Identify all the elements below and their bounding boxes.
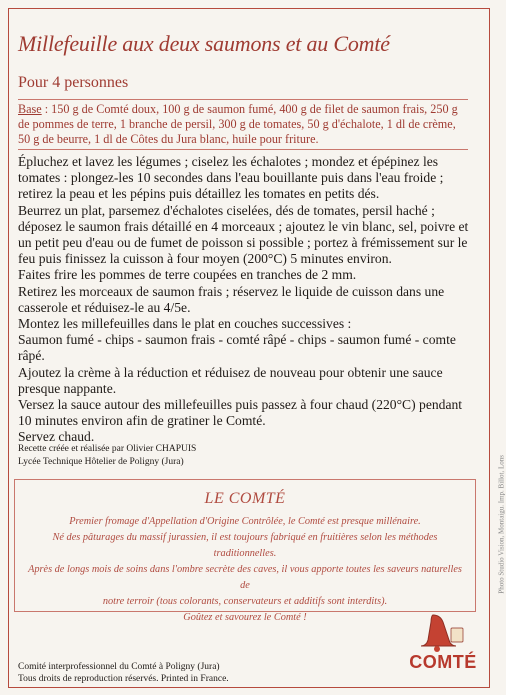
step: Servez chaud. xyxy=(18,429,95,445)
instructions xyxy=(18,154,476,446)
recipe-title: Millefeuille aux deux saumons et au Comté xyxy=(18,31,390,56)
footer-line: Comité interprofessionnel du Comté à Poligny (Jura) xyxy=(18,662,220,672)
step: Montez les millefeuilles dans le plat en couches successives : xyxy=(18,316,352,332)
credit-line: Recette créée et réalisée par Olivier CHAPUIS xyxy=(18,444,197,454)
step: Versez la sauce autour des millefeuilles puis passez à four chaud (220°C) pendant 10 minutes environ afin de gratiner le Comté. xyxy=(18,397,463,429)
credit-line: Lycée Technique Hôtelier de Poligny (Jura) xyxy=(18,457,184,467)
photo-credit-vertical: Photo Studio Vision, Montaigu. Imp. Billot, Lons xyxy=(498,455,506,594)
comte-box-line: Après de longs mois de soins dans l'ombre secrète des caves, il vous apporte toutes les saveurs naturelles de xyxy=(28,564,462,591)
footer-line: Tous droits de reproduction réservés. Printed in France. xyxy=(18,674,229,684)
recipe-credit xyxy=(18,443,196,469)
ingredients-label: Base xyxy=(18,102,42,116)
step: Faites frire les pommes de terre coupées en tranches de 2 mm. xyxy=(18,267,357,283)
bell-icon xyxy=(413,610,473,655)
step: Épluchez et lavez les légumes ; ciselez les échalotes ; mondez et épépinez les tomates : plongez-les 10 secondes dans l'eau bouillante puis dans l'eau froide ; retirez la peau et les pépins puis détaillez les tomates en petits dés. xyxy=(18,154,444,202)
footer xyxy=(18,661,229,685)
comte-logo xyxy=(403,610,483,680)
comte-box-line: Premier fromage d'Appellation d'Origine Contrôlée, le Comté est presque millénaire. xyxy=(69,516,421,527)
comte-box-line: Né des pâturages du massif jurassien, il est toujours fabriqué en fruitières selon les méthodes traditionnelles. xyxy=(52,532,438,559)
step: Ajoutez la crème à la réduction et réduisez de nouveau pour obtenir une sauce presque nappante. xyxy=(18,364,443,396)
comte-box-title: LE COMTÉ xyxy=(204,490,286,507)
comte-box-line: notre terroir (tous colorants, conservateurs et additifs sont interdits). xyxy=(102,596,388,607)
step: Saumon fumé - chips - saumon frais - comté râpé - chips - saumon fumé - comte râpé. xyxy=(18,332,456,364)
comte-info-box xyxy=(14,479,476,623)
servings: Pour 4 personnes xyxy=(18,74,129,91)
ingredients-text: : 150 g de Comté doux, 100 g de saumon fumé, 400 g de filet de saumon frais, 250 g de pommes de terre, 1 branche de persil, 300 g de tomates, 50 g d'échalote, 1 dl de crème, 50 g de beurre, 1 dl de Côtes du Jura blanc, huile pour friture. xyxy=(18,102,458,146)
step: Beurrez un plat, parsemez d'échalotes ciselées, dés de tomates, persil haché ; déposez le saumon frais détaillé en 4 morceaux ; ajoutez le vin blanc, sel, poivre et un petit peu d'eau ou de fumet de poisson si possible ; portez à frémissement sur le feu puis finissez la cuisson à four moyen (200°C) 5 minutes environ. xyxy=(18,202,469,267)
logo-text: COMTÉ xyxy=(409,652,477,672)
ingredients-block xyxy=(18,99,468,150)
step: Retirez les morceaux de saumon frais ; réservez le liquide de cuisson dans une casserole et réduisez-le au 4/5e. xyxy=(18,283,445,315)
comte-box-line: Goûtez et savourez le Comté ! xyxy=(183,612,307,623)
